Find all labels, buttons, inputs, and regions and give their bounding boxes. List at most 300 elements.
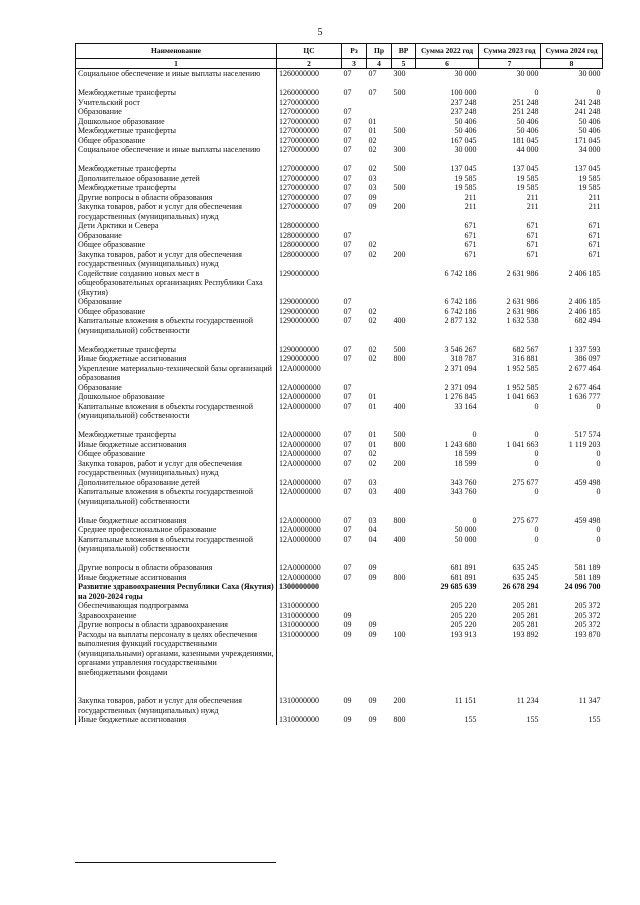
row-rz: 07	[343, 563, 352, 572]
table-row	[76, 392, 603, 402]
header-sum-2022: Сумма 2022 год	[416, 44, 479, 59]
row-sum-2024: 50 406	[578, 126, 601, 135]
table-row	[76, 430, 603, 440]
spacer-cell	[541, 506, 603, 516]
row-pr: 03	[368, 515, 377, 525]
row-sum-2023: 671	[526, 221, 539, 230]
row-vr: 800	[393, 715, 406, 724]
row-name: Межбюджетные трансферты	[76, 183, 277, 193]
header-pr: Пр	[367, 44, 392, 59]
row-sum-2023: 181 045	[512, 135, 539, 145]
row-vr: 100	[393, 629, 406, 639]
row-pr: 04	[368, 525, 377, 534]
row-sum-2024: 241 248	[574, 107, 601, 116]
row-sum-2022: 100 000	[450, 88, 477, 97]
row-rz	[342, 98, 367, 108]
spacer-cell	[416, 79, 479, 89]
row-cs: 12А0000000	[279, 563, 321, 572]
row-sum-2022: 6 742 186	[444, 306, 477, 316]
row-name: Закупка товаров, работ и услуг для обеспечения государственных (муниципальных) нужд	[76, 696, 277, 715]
row-vr	[392, 193, 416, 203]
row-cs: 1270000000	[279, 126, 319, 135]
row-cs: 1290000000	[279, 306, 319, 316]
spacer-cell	[367, 421, 392, 431]
header-sum-2023: Сумма 2023 год	[479, 44, 541, 59]
table-row	[76, 174, 603, 184]
row-cs: 1270000000	[279, 116, 319, 126]
spacer-cell	[76, 155, 277, 165]
row-sum-2022: 318 787	[450, 354, 477, 363]
header-number: 1	[76, 59, 277, 69]
row-rz: 07	[343, 116, 352, 126]
header-name: Наименование	[76, 44, 277, 59]
spacer-cell	[76, 554, 277, 564]
spacer-cell	[416, 335, 479, 345]
row-name: Иные бюджетные ассигнования	[76, 715, 277, 725]
spacer-cell	[367, 506, 392, 516]
row-name: Общее образование	[76, 449, 277, 459]
row-sum-2024: 517 574	[574, 430, 601, 439]
row-sum-2024: 459 498	[574, 477, 601, 487]
row-rz: 07	[343, 249, 352, 259]
row-vr	[392, 269, 416, 298]
row-rz: 07	[343, 173, 352, 183]
row-vr: 800	[393, 354, 406, 363]
row-sum-2023: 30 000	[516, 69, 539, 78]
row-name: Обеспечивающая подпрограмма	[76, 601, 277, 611]
row-sum-2024: 137 045	[574, 164, 601, 173]
row-cs: 1290000000	[279, 297, 319, 306]
spacer-cell	[342, 421, 367, 431]
row-sum-2022: 50 406	[454, 126, 477, 135]
spacer-cell	[392, 79, 416, 89]
row-cs: 12А0000000	[279, 401, 321, 411]
spacer-cell	[342, 687, 367, 697]
row-sum-2023: 0	[534, 88, 539, 97]
row-pr	[367, 611, 392, 621]
row-rz: 07	[343, 515, 352, 525]
row-sum-2023: 1 041 663	[506, 392, 539, 401]
row-rz: 07	[343, 202, 352, 211]
table-row	[76, 231, 603, 241]
row-vr: 400	[393, 316, 406, 325]
row-cs: 1280000000	[279, 240, 319, 249]
row-pr: 09	[368, 192, 377, 202]
table-row	[76, 202, 603, 221]
header-row	[76, 44, 603, 59]
row-cs: 1270000000	[279, 145, 319, 154]
row-pr: 09	[368, 629, 377, 639]
spacer-row	[76, 554, 603, 564]
row-sum-2022: 2 371 094	[444, 382, 477, 392]
row-vr: 200	[393, 696, 406, 705]
spacer-cell	[76, 687, 277, 697]
row-vr: 500	[393, 164, 406, 173]
row-cs: 12А0000000	[279, 392, 321, 401]
spacer-cell	[367, 335, 392, 345]
row-pr: 02	[368, 135, 377, 145]
row-sum-2022: 2 371 094	[444, 363, 477, 373]
row-sum-2022: 343 760	[450, 477, 477, 487]
row-vr	[392, 117, 416, 127]
row-sum-2023: 251 248	[512, 97, 539, 107]
row-vr: 200	[393, 249, 406, 259]
header-vr: ВР	[392, 44, 416, 59]
spacer-cell	[277, 687, 342, 697]
spacer-cell	[367, 554, 392, 564]
row-sum-2022: 137 045	[450, 164, 477, 173]
spacer-cell	[277, 335, 342, 345]
spacer-cell	[541, 155, 603, 165]
row-rz: 07	[343, 525, 352, 534]
row-sum-2024: 50 406	[578, 116, 601, 126]
table-row	[76, 145, 603, 155]
table-row	[76, 354, 603, 364]
spacer-cell	[342, 554, 367, 564]
row-name: Общее образование	[76, 136, 277, 146]
row-sum-2024: 671	[588, 221, 601, 230]
table-row	[76, 383, 603, 393]
row-name: Другие вопросы в области здравоохранения	[76, 620, 277, 630]
row-cs: 12А0000000	[279, 430, 321, 439]
row-cs: 1310000000	[279, 715, 319, 724]
spacer-cell	[392, 677, 416, 687]
header-number: 5	[392, 59, 416, 69]
spacer-row	[76, 335, 603, 345]
row-name: Расходы на выплаты персоналу в целях обеспечения выполнения функций государственными (муниципальными) органами, казенными учреждениями, органами управления государственными внебюджетными фондами	[76, 630, 277, 678]
table-row	[76, 183, 603, 193]
header-cs: ЦС	[277, 44, 342, 59]
row-rz: 07	[343, 458, 352, 468]
table-row	[76, 487, 603, 506]
table-row	[76, 525, 603, 535]
spacer-cell	[416, 687, 479, 697]
row-name: Капитальные вложения в объекты государственной (муниципальной) собственности	[76, 487, 277, 506]
table-row	[76, 364, 603, 383]
row-pr: 02	[368, 145, 377, 154]
row-sum-2022: 211	[464, 202, 477, 211]
row-pr: 09	[368, 620, 377, 629]
table-row	[76, 316, 603, 335]
row-pr: 09	[368, 563, 377, 572]
row-sum-2023: 155	[526, 715, 539, 724]
row-sum-2023: 1 952 585	[506, 382, 539, 392]
row-rz: 07	[343, 145, 352, 154]
row-sum-2022: 0	[472, 430, 477, 439]
row-pr: 01	[368, 430, 377, 439]
row-sum-2024: 1 337 593	[568, 344, 601, 354]
row-cs: 1270000000	[279, 202, 319, 211]
row-rz: 07	[343, 401, 352, 411]
row-sum-2023: 44 000	[516, 145, 539, 154]
row-vr: 300	[393, 145, 406, 154]
row-sum-2023: 275 677	[512, 515, 539, 525]
row-sum-2023: 0	[534, 525, 539, 534]
row-vr	[392, 611, 416, 621]
row-sum-2024: 671	[588, 249, 601, 259]
spacer-row	[76, 506, 603, 516]
row-pr	[367, 98, 392, 108]
row-sum-2022: 205 220	[450, 620, 477, 629]
row-vr	[392, 620, 416, 630]
row-cs: 1260000000	[279, 88, 319, 97]
spacer-cell	[541, 421, 603, 431]
spacer-cell	[392, 335, 416, 345]
row-sum-2022: 237 248	[450, 97, 477, 107]
spacer-cell	[541, 677, 603, 687]
row-name: Общее образование	[76, 307, 277, 317]
row-sum-2022: 11 151	[454, 696, 477, 705]
row-rz: 07	[343, 164, 352, 173]
row-rz: 07	[343, 230, 352, 240]
row-name: Дети Арктики и Севера	[76, 221, 277, 231]
header-number: 7	[479, 59, 541, 69]
spacer-cell	[541, 554, 603, 564]
row-pr	[367, 297, 392, 307]
row-cs: 1260000000	[279, 69, 319, 78]
spacer-cell	[479, 155, 541, 165]
row-pr	[367, 107, 392, 117]
row-pr	[367, 364, 392, 383]
row-name: Социальное обеспечение и иные выплаты населению	[76, 145, 277, 155]
spacer-cell	[392, 155, 416, 165]
budget-table	[75, 43, 603, 725]
row-pr: 01	[368, 126, 377, 135]
row-sum-2022: 671	[464, 230, 477, 240]
row-sum-2022: 237 248	[450, 107, 477, 116]
row-sum-2024: 0	[596, 401, 601, 411]
row-vr: 500	[393, 88, 406, 97]
row-vr	[392, 221, 416, 231]
row-cs: 12А0000000	[279, 534, 321, 544]
spacer-cell	[367, 155, 392, 165]
row-pr	[367, 582, 392, 601]
row-vr: 400	[393, 487, 406, 496]
row-sum-2022: 50 000	[454, 525, 477, 534]
row-rz: 07	[343, 297, 352, 306]
row-vr: 500	[393, 344, 406, 354]
row-sum-2022: 0	[472, 515, 477, 525]
row-sum-2022: 205 220	[450, 601, 477, 610]
spacer-row	[76, 421, 603, 431]
row-cs: 12А0000000	[279, 439, 321, 449]
row-sum-2024: 241 248	[574, 97, 601, 107]
spacer-cell	[541, 335, 603, 345]
row-name: Межбюджетные трансферты	[76, 126, 277, 136]
row-name: Закупка товаров, работ и услуг для обеспечения государственных (муниципальных) нужд	[76, 250, 277, 269]
row-cs: 12А0000000	[279, 449, 321, 458]
table-row	[76, 696, 603, 715]
spacer-cell	[342, 79, 367, 89]
row-pr: 03	[368, 477, 377, 487]
row-name: Среднее профессиональное образование	[76, 525, 277, 535]
row-pr: 01	[368, 116, 377, 126]
row-vr	[392, 449, 416, 459]
row-sum-2023: 11 234	[516, 696, 539, 705]
row-cs: 12А0000000	[279, 458, 321, 468]
row-rz: 09	[343, 620, 352, 629]
row-vr	[392, 582, 416, 601]
header-rz: Рз	[342, 44, 367, 59]
row-pr: 07	[368, 69, 377, 78]
row-sum-2023: 682 567	[512, 344, 539, 354]
row-pr: 09	[368, 715, 377, 724]
row-sum-2024: 11 347	[578, 696, 601, 705]
row-sum-2023: 137 045	[512, 164, 539, 173]
row-vr: 200	[393, 202, 406, 211]
spacer-cell	[277, 79, 342, 89]
spacer-cell	[416, 421, 479, 431]
table-row	[76, 69, 603, 79]
row-rz: 09	[343, 629, 352, 639]
row-vr: 500	[393, 430, 406, 439]
row-sum-2022: 681 891	[450, 563, 477, 572]
row-vr	[392, 563, 416, 573]
row-sum-2023: 275 677	[512, 477, 539, 487]
row-sum-2022: 6 742 186	[444, 297, 477, 306]
row-cs: 1290000000	[279, 268, 319, 278]
row-name: Учительский рост	[76, 98, 277, 108]
table-row	[76, 573, 603, 583]
row-sum-2024: 0	[596, 458, 601, 468]
table-row	[76, 715, 603, 725]
spacer-row	[76, 155, 603, 165]
row-vr	[392, 240, 416, 250]
row-pr: 03	[368, 183, 377, 192]
row-sum-2023: 0	[534, 458, 539, 468]
row-sum-2024: 205 372	[574, 610, 601, 620]
row-name: Иные бюджетные ассигнования	[76, 354, 277, 364]
spacer-cell	[392, 421, 416, 431]
table-row	[76, 440, 603, 450]
row-name: Дополнительное образование детей	[76, 174, 277, 184]
table-row	[76, 136, 603, 146]
row-name: Содействие созданию новых мест в общеобразовательных организациях Республики Саха (Якутия)	[76, 269, 277, 298]
row-sum-2022: 18 599	[454, 449, 477, 458]
table-row	[76, 516, 603, 526]
row-rz: 07	[343, 382, 352, 392]
row-sum-2024: 211	[588, 192, 601, 202]
spacer-cell	[277, 554, 342, 564]
row-rz: 07	[343, 88, 352, 97]
row-vr: 400	[393, 534, 406, 544]
header-number: 6	[416, 59, 479, 69]
row-sum-2023: 26 678 294	[502, 582, 539, 591]
row-sum-2022: 681 891	[450, 572, 477, 582]
row-sum-2022: 205 220	[450, 610, 477, 620]
row-sum-2024: 671	[588, 230, 601, 240]
table-row	[76, 98, 603, 108]
row-name: Межбюджетные трансферты	[76, 430, 277, 440]
row-name: Дошкольное образование	[76, 392, 277, 402]
row-sum-2024: 682 494	[574, 316, 601, 325]
row-sum-2024: 205 372	[574, 620, 601, 629]
row-cs: 1290000000	[279, 354, 319, 363]
row-vr: 500	[393, 183, 406, 192]
row-sum-2024: 19 585	[578, 173, 601, 183]
table-row	[76, 297, 603, 307]
row-cs: 1270000000	[279, 164, 319, 173]
row-sum-2024: 24 096 700	[564, 582, 601, 591]
row-sum-2023: 19 585	[516, 183, 539, 192]
row-sum-2024: 0	[596, 525, 601, 534]
row-name: Иные бюджетные ассигнования	[76, 516, 277, 526]
row-sum-2024: 0	[596, 487, 601, 496]
row-sum-2022: 19 585	[454, 173, 477, 183]
row-sum-2022: 18 599	[454, 458, 477, 468]
row-sum-2024: 0	[596, 534, 601, 544]
table-row	[76, 193, 603, 203]
table-row	[76, 221, 603, 231]
row-vr	[392, 136, 416, 146]
row-cs: 12А0000000	[279, 525, 321, 534]
row-cs: 12А0000000	[279, 363, 321, 373]
spacer-cell	[479, 687, 541, 697]
row-rz: 07	[343, 192, 352, 202]
row-cs: 1280000000	[279, 230, 319, 240]
row-rz: 07	[343, 572, 352, 582]
spacer-cell	[277, 155, 342, 165]
row-sum-2023: 50 406	[516, 116, 539, 126]
row-sum-2022: 211	[464, 192, 477, 202]
row-pr: 09	[368, 202, 377, 211]
row-sum-2022: 1 276 845	[444, 392, 477, 401]
spacer-cell	[479, 79, 541, 89]
spacer-cell	[416, 677, 479, 687]
row-pr: 02	[368, 354, 377, 363]
row-sum-2022: 2 877 132	[444, 316, 477, 325]
row-pr: 04	[368, 534, 377, 544]
spacer-cell	[76, 506, 277, 516]
row-rz	[342, 269, 367, 298]
row-sum-2023: 1 041 663	[506, 439, 539, 449]
spacer-cell	[479, 506, 541, 516]
row-sum-2023: 205 281	[512, 610, 539, 620]
spacer-row	[76, 79, 603, 89]
row-rz: 07	[343, 449, 352, 458]
row-rz: 07	[343, 69, 352, 78]
spacer-cell	[76, 79, 277, 89]
table-row	[76, 630, 603, 678]
row-pr: 02	[368, 240, 377, 249]
row-name: Развитие здравоохранения Республики Саха (Якутия) на 2020-2024 годы	[76, 582, 277, 601]
row-rz: 07	[343, 306, 352, 316]
table-row	[76, 164, 603, 174]
row-vr: 200	[393, 458, 406, 468]
spacer-cell	[416, 506, 479, 516]
row-pr: 03	[368, 173, 377, 183]
row-sum-2022: 671	[464, 240, 477, 249]
row-sum-2024: 459 498	[574, 515, 601, 525]
row-rz: 09	[343, 696, 352, 705]
spacer-cell	[367, 687, 392, 697]
row-cs: 1270000000	[279, 183, 319, 192]
row-pr	[367, 383, 392, 393]
table-row	[76, 620, 603, 630]
spacer-cell	[392, 687, 416, 697]
table-row	[76, 107, 603, 117]
row-sum-2022: 671	[464, 221, 477, 230]
row-vr	[392, 297, 416, 307]
table-row	[76, 611, 603, 621]
spacer-cell	[342, 677, 367, 687]
row-cs: 12А0000000	[279, 382, 321, 392]
row-cs: 12А0000000	[279, 572, 321, 582]
spacer-cell	[277, 421, 342, 431]
table-row	[76, 126, 603, 136]
row-sum-2023: 211	[526, 192, 539, 202]
row-rz: 07	[343, 183, 352, 192]
